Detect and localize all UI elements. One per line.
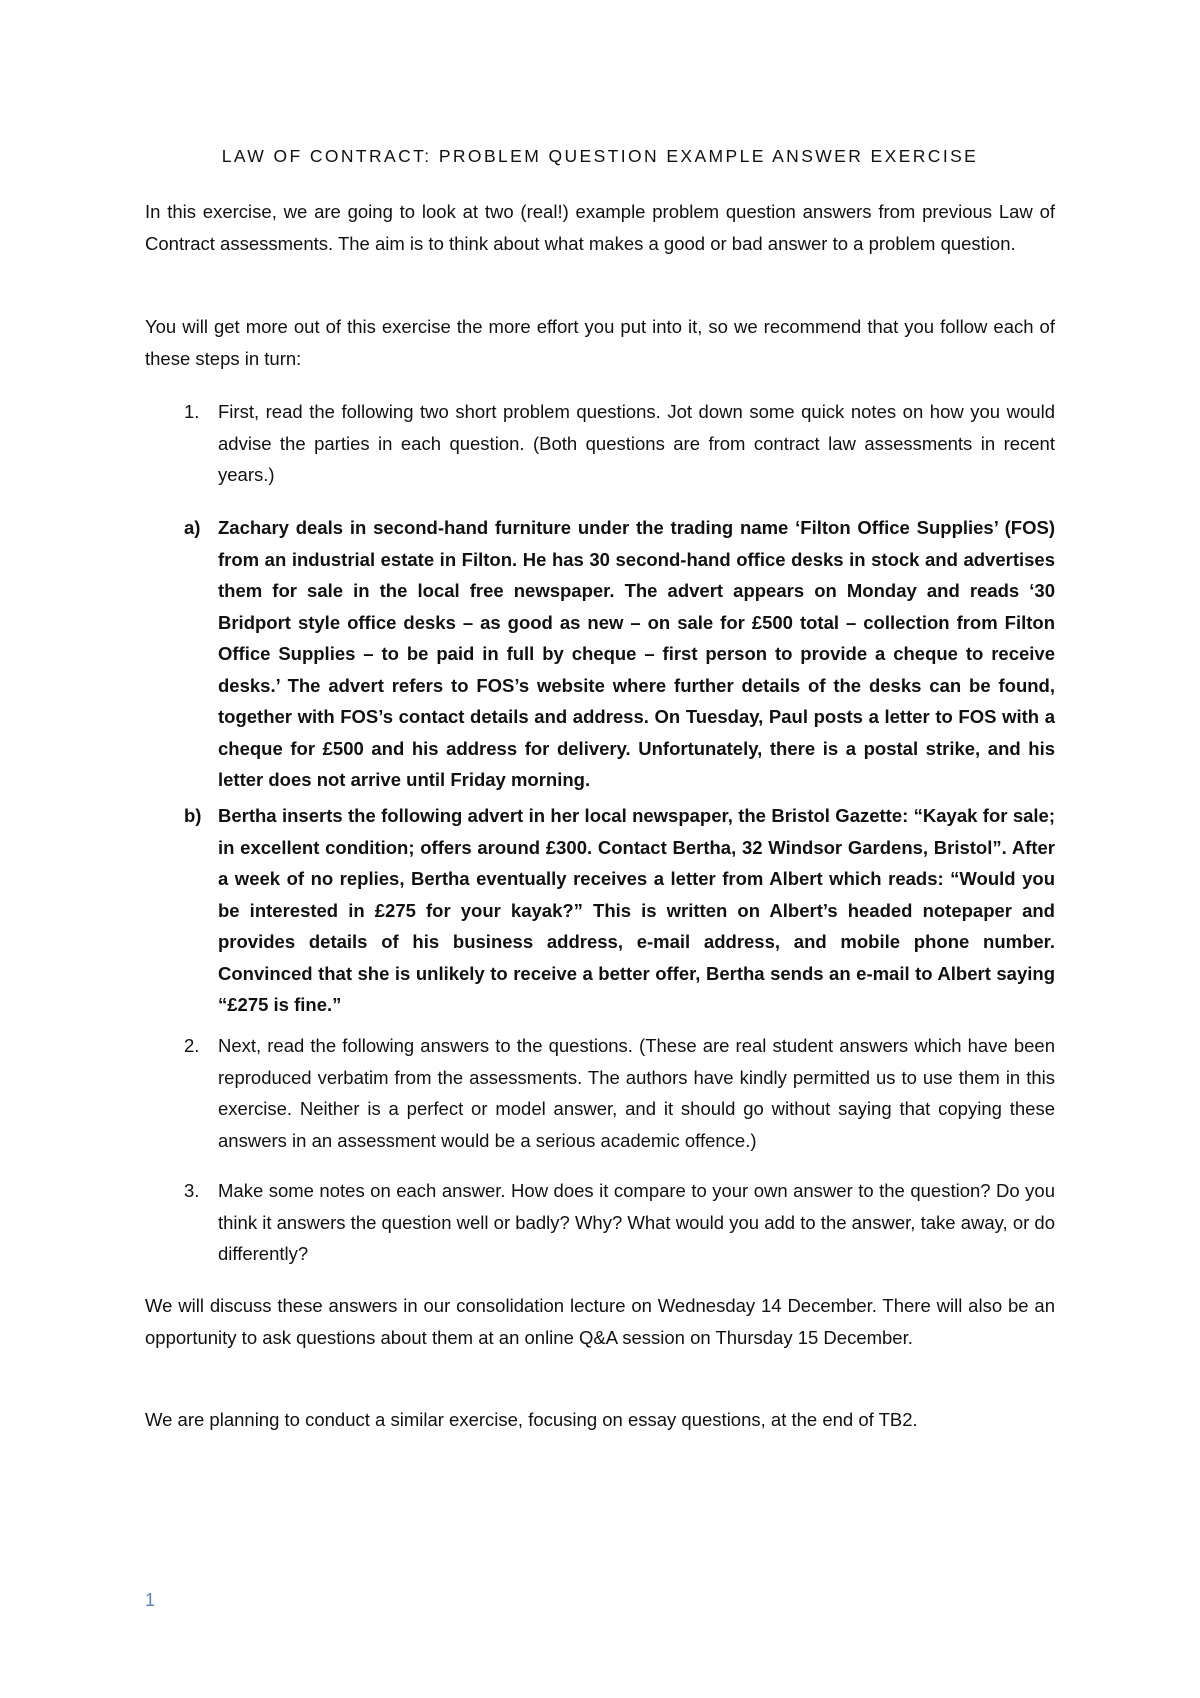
- document-title: LAW OF CONTRACT: PROBLEM QUESTION EXAMPLE ANSWER EXERCISE: [221, 146, 979, 166]
- question-b-text: Bertha inserts the following advert in her local newspaper, the Bristol Gazette: “Kayak for sale; in excellent condition; offers around £300. Contact Bertha, 32 Windsor Gardens, Bristol”. After a week of no replies, Bertha eventually receives a letter from Albert which reads: “Would you be interested in £275 for your kayak?” This is written on Albert’s headed notepaper and provides details of his business address, e-mail address, and mobile phone number. Convinced that she is unlikely to receive a better offer, Bertha sends an e-mail to Albert saying “£275 is fine.”: [218, 805, 1055, 1015]
- question-a: [145, 512, 1055, 796]
- closing-paragraph-2: We are planning to conduct a similar exercise, focusing on essay questions, at the end of TB2.: [145, 1409, 918, 1430]
- step-3-text: Make some notes on each answer. How does it compare to your own answer to the question? Do you think it answers the question well or badly? Why? What would you add to the answer, take away, or do differently?: [218, 1180, 1055, 1264]
- step-1-text: First, read the following two short problem questions. Jot down some quick notes on how you would advise the parties in each question. (Both questions are from contract law assessments in recent years.): [218, 401, 1055, 485]
- page-number: 1: [145, 1590, 156, 1610]
- question-a-text: Zachary deals in second-hand furniture under the trading name ‘Filton Office Supplies’ (FOS) from an industrial estate in Filton. He has 30 second-hand office desks in stock and advertises them for sale in the local free newspaper. The advert appears on Monday and reads ‘30 Bridport style office desks – as good as new – on sale for £500 total – collection from Filton Office Supplies – to be paid in full by cheque – first person to provide a cheque to receive desks.’ The advert refers to FOS’s website where further details of the desks can be found, together with FOS’s contact details and address. On Tuesday, Paul posts a letter to FOS with a cheque for £500 and his address for delivery. Unfortunately, there is a postal strike, and his letter does not arrive until Friday morning.: [218, 517, 1055, 790]
- step-3: [145, 1175, 1055, 1270]
- step-1: [145, 396, 1055, 491]
- intro-paragraph-2: You will get more out of this exercise the more effort you put into it, so we recommend that you follow each of these steps in turn:: [145, 316, 1055, 369]
- step-2-text: Next, read the following answers to the questions. (These are real student answers which have been reproduced verbatim from the assessments. The authors have kindly permitted us to use them in this exercise. Neither is a perfect or model answer, and it should go without saying that copying these answers in an assessment would be a serious academic offence.): [218, 1035, 1055, 1151]
- question-a-marker: a): [184, 517, 201, 538]
- step-1-number: 1.: [184, 401, 200, 422]
- intro-paragraph-1: In this exercise, we are going to look at two (real!) example problem question answers from previous Law of Contract assessments. The aim is to think about what makes a good or bad answer to a problem question.: [145, 201, 1055, 254]
- step-2: [145, 1030, 1055, 1156]
- closing-paragraph-1: We will discuss these answers in our consolidation lecture on Wednesday 14 December. There will also be an opportunity to ask questions about them at an online Q&A session on Thursday 15 December.: [145, 1295, 1055, 1348]
- question-b: [145, 800, 1055, 1021]
- step-3-number: 3.: [184, 1180, 200, 1201]
- question-b-marker: b): [184, 805, 202, 826]
- step-2-number: 2.: [184, 1035, 200, 1056]
